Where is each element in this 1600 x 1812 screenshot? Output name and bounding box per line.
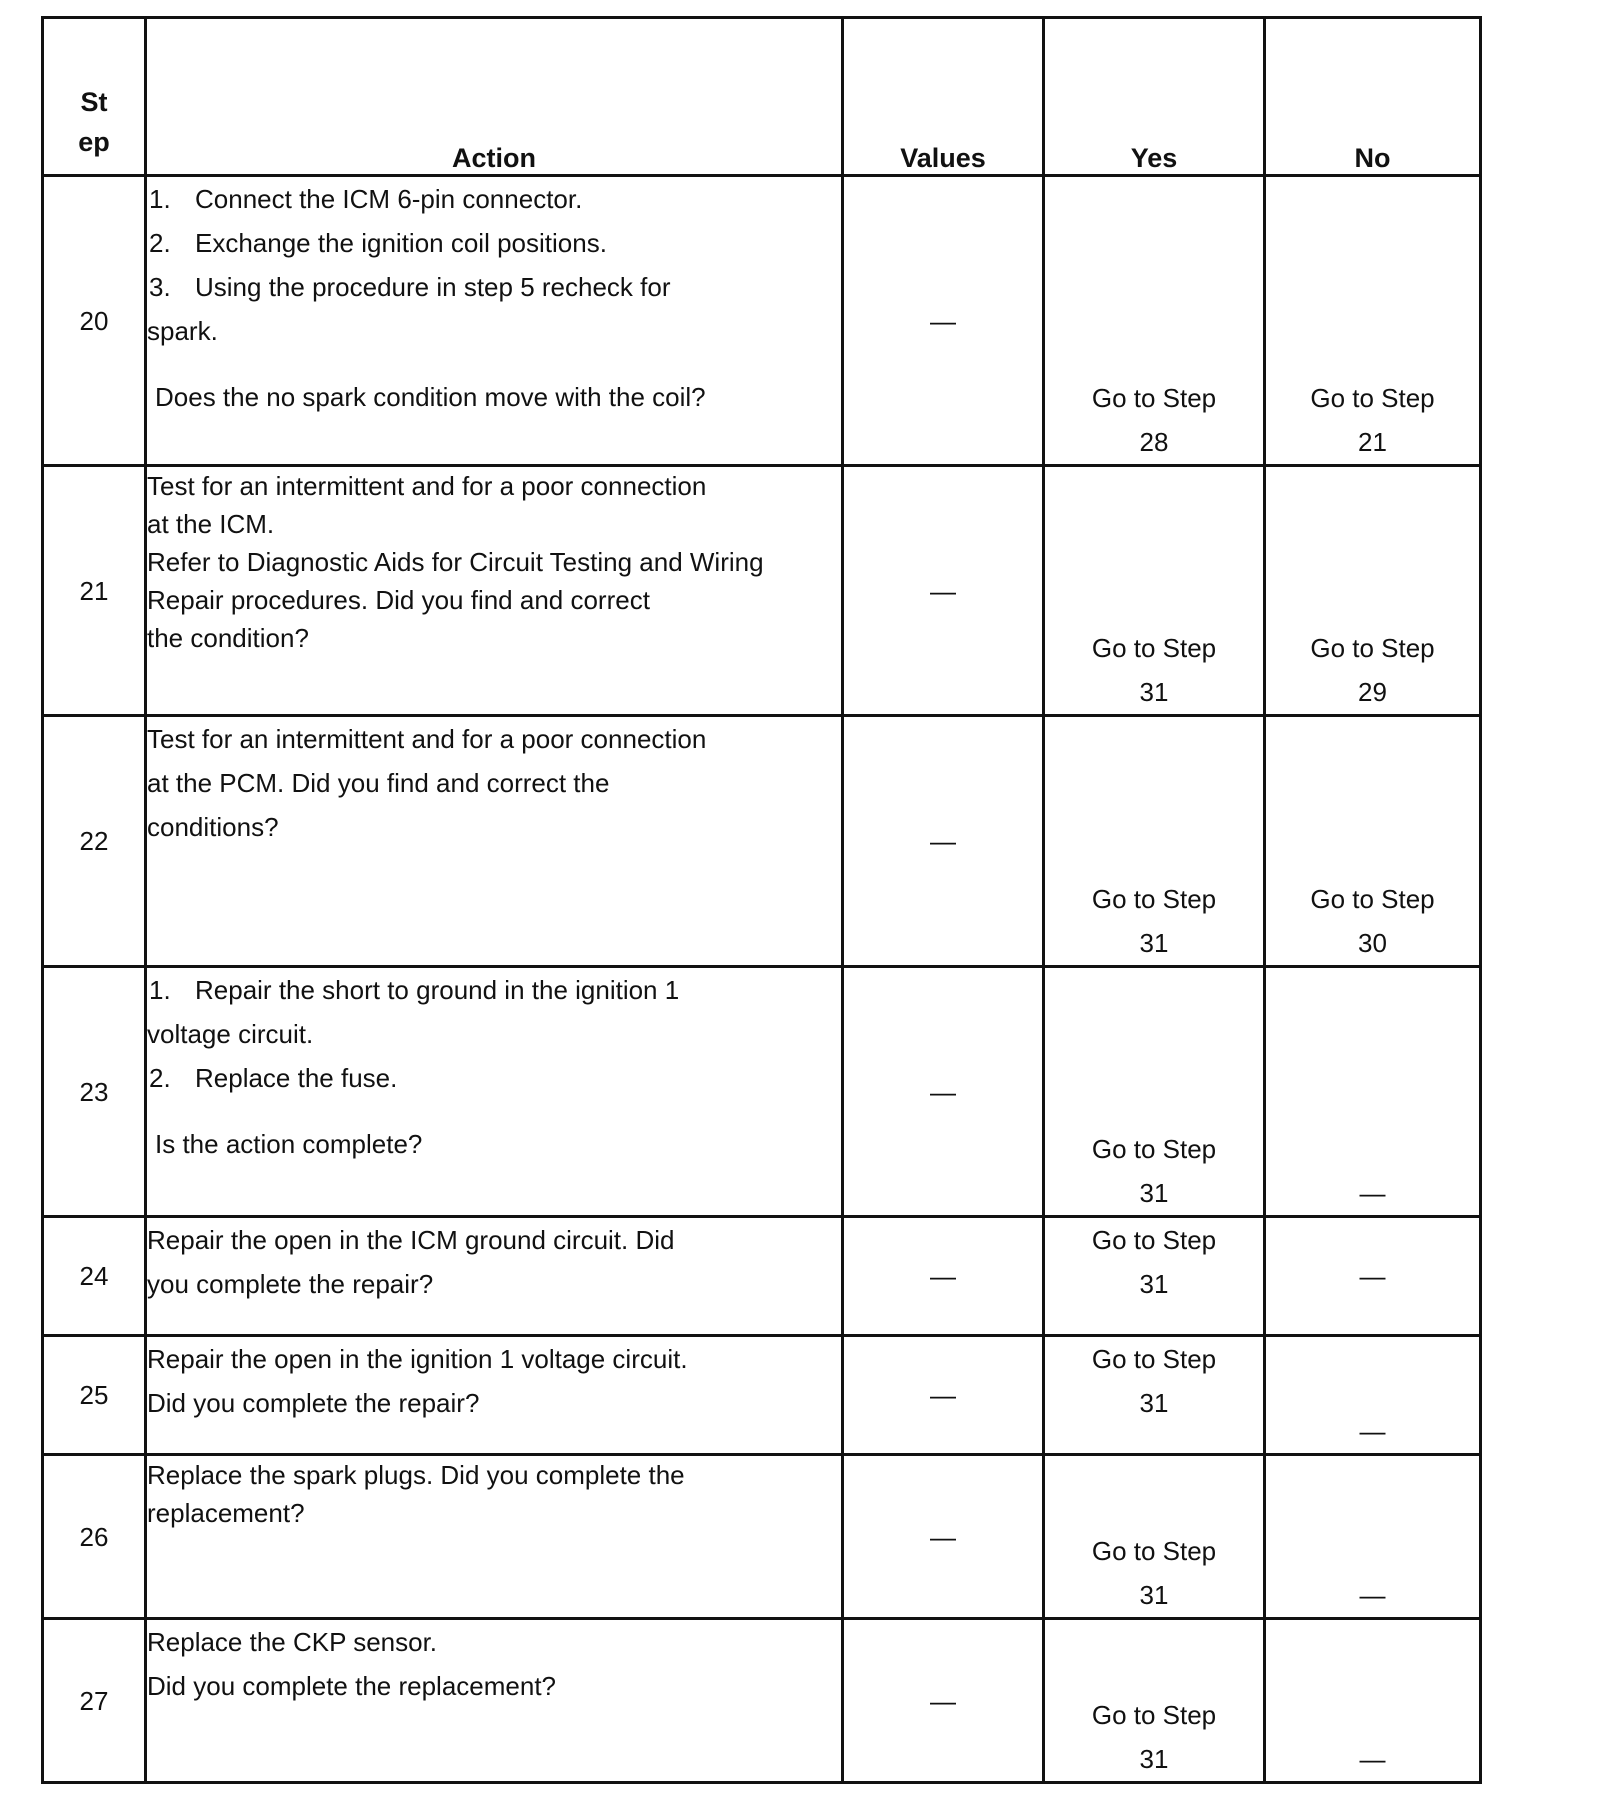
step-number: 21: [43, 466, 146, 716]
no-cell: —: [1265, 1217, 1481, 1336]
yes-cell: Go to Step 31: [1044, 967, 1265, 1217]
action-question: Does the no spark condition move with the coil?: [155, 382, 706, 412]
yes-cell: Go to Step 31: [1044, 466, 1265, 716]
header-values: Values: [843, 18, 1044, 176]
values-cell: —: [843, 1455, 1044, 1619]
action-item: 1. Connect the ICM 6-pin connector.: [149, 184, 583, 214]
values-cell: —: [843, 1619, 1044, 1783]
step-number: 22: [43, 716, 146, 967]
table-row: [43, 1336, 1481, 1455]
yes-cell: Go to Step 28: [1044, 176, 1265, 466]
diagnostic-table: [41, 16, 1482, 1784]
step-number: 23: [43, 967, 146, 1217]
action-continuation: spark.: [147, 316, 218, 346]
values-cell: —: [843, 1336, 1044, 1455]
action-cell: Repair the open in the ICM ground circuit. Did you complete the repair?: [146, 1217, 843, 1336]
action-item: 2. Exchange the ignition coil positions.: [149, 228, 607, 258]
values-cell: —: [843, 176, 1044, 466]
table-row: [43, 967, 1481, 1217]
table-row: [43, 466, 1481, 716]
step-number: 26: [43, 1455, 146, 1619]
no-cell: Go to Step 21: [1265, 176, 1481, 466]
header-step: St ep: [43, 18, 146, 176]
table-row: [43, 1455, 1481, 1619]
no-cell: —: [1265, 967, 1481, 1217]
header-row: [43, 18, 1481, 176]
step-number: 25: [43, 1336, 146, 1455]
action-item: 3. Using the procedure in step 5 recheck for: [149, 272, 671, 302]
yes-cell: Go to Step 31: [1044, 1336, 1265, 1455]
values-cell: —: [843, 967, 1044, 1217]
values-cell: —: [843, 716, 1044, 967]
step-number: 27: [43, 1619, 146, 1783]
table-row: [43, 716, 1481, 967]
yes-cell: Go to Step 31: [1044, 1455, 1265, 1619]
action-cell: Replace the spark plugs. Did you complete the replacement?: [146, 1455, 843, 1619]
step-number: 24: [43, 1217, 146, 1336]
no-cell: —: [1265, 1455, 1481, 1619]
table-row: [43, 1619, 1481, 1783]
no-cell: —: [1265, 1619, 1481, 1783]
action-question: Is the action complete?: [155, 1129, 423, 1159]
table-row: [43, 176, 1481, 466]
action-cell: Test for an intermittent and for a poor connection at the ICM. Refer to Diagnostic Aids for Circuit Testing and Wiring Repair procedures. Did you find and correct the condition?: [146, 466, 843, 716]
action-cell: Repair the open in the ignition 1 voltage circuit. Did you complete the repair?: [146, 1336, 843, 1455]
values-cell: —: [843, 466, 1044, 716]
values-cell: —: [843, 1217, 1044, 1336]
yes-cell: Go to Step 31: [1044, 1217, 1265, 1336]
action-continuation: voltage circuit.: [147, 1019, 314, 1049]
header-yes: Yes: [1044, 18, 1265, 176]
action-cell: Replace the CKP sensor. Did you complete the replacement?: [146, 1619, 843, 1783]
action-cell: Test for an intermittent and for a poor connection at the PCM. Did you find and correct the conditions?: [146, 716, 843, 967]
table-row: [43, 1217, 1481, 1336]
action-item: 2. Replace the fuse.: [149, 1063, 398, 1093]
action-item: 1. Repair the short to ground in the ignition 1: [149, 975, 680, 1005]
step-number: 20: [43, 176, 146, 466]
header-action: Action: [146, 18, 843, 176]
action-cell: [146, 176, 843, 466]
header-no: No: [1265, 18, 1481, 176]
yes-cell: Go to Step 31: [1044, 716, 1265, 967]
yes-cell: Go to Step 31: [1044, 1619, 1265, 1783]
no-cell: Go to Step 29: [1265, 466, 1481, 716]
no-cell: —: [1265, 1336, 1481, 1455]
no-cell: Go to Step 30: [1265, 716, 1481, 967]
action-cell: [146, 967, 843, 1217]
